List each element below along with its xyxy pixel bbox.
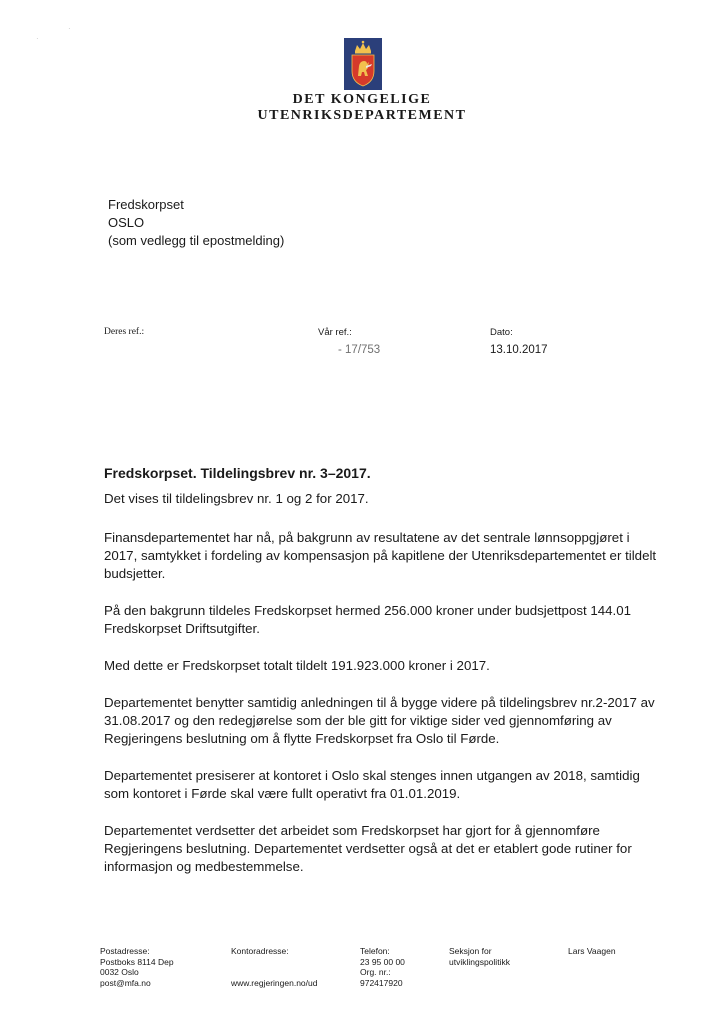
paragraph-3: På den bakgrunn tildeles Fredskorpset hermed 256.000 kroner under budsjettpost 144.01 Fredskorpset Driftsutgifter. [104,603,632,636]
paragraph-6: Departementet presiserer at kontoret i Oslo skal stenges innen utgangen av 2018, samtidig som kontoret i Førde skal være fullt operativt fra 01.01.2019. [104,768,640,801]
footer-seksjon [449,946,510,967]
paragraph-2: Finansdepartementet har nå, på bakgrunn av resultatene av det sentrale lønnsoppgjøret i 2017, samtykket i fordeling av kompensasjon på kapitlene der Utenriksdepartementet er tildelt budsjetter. [104,530,657,581]
footer-saksbehandler: Lars Vaagen [568,946,616,956]
footer-postboks: Postboks 8114 Dep [100,956,174,967]
footer-website: www.regjeringen.no/ud [231,977,318,988]
footer-email: post@mfa.no [100,977,151,988]
royal-crest-logo [344,38,382,90]
footer-postadresse-label: Postadresse: [100,946,150,956]
footer-telefon-number: 23 95 00 00 [360,956,405,967]
letter-subject: Fredskorpset. Tildelingsbrev nr. 3–2017. [104,465,371,481]
dato-value: 13.10.2017 [490,344,548,356]
footer-telefon-label: Telefon: [360,946,390,956]
paragraph-4: Med dette er Fredskorpset totalt tildelt 191.923.000 kroner i 2017. [104,658,490,673]
footer-orgnr-value: 972417920 [360,977,403,988]
footer-postadresse [100,946,174,988]
footer-telefon [360,946,405,988]
footer-orgnr-label: Org. nr.: [360,967,391,977]
dato-label: Dato: [490,327,513,338]
scan-speck: · [68,24,71,33]
footer-seksjon-line1: Seksjon for [449,946,492,956]
footer-seksjon-line2: utviklingspolitikk [449,956,510,967]
footer-kontoradresse [231,946,317,988]
var-ref-label: Vår ref.: [318,327,352,338]
paragraph-7: Departementet verdsetter det arbeidet som Fredskorpset har gjort for å gjennomføre Regjeringens beslutning. Departementet verdsetter også at det er etablert gode rutiner for informasjon og medbestemmelse. [104,823,632,874]
paragraph-5: Departementet benytter samtidig anledningen til å bygge videre på tildelingsbrev nr.2-2017 av 31.08.2017 og den redegjørelse som der ble gitt for viktige sider ved gjennomføring av Regjeringens beslutning om å flytte Fredskorpset fra Oslo til Førde. [104,695,655,746]
footer-kontoradresse-label: Kontoradresse: [231,946,289,956]
recipient-name: Fredskorpset [108,197,184,212]
ministry-name-line2: UTENRIKSDEPARTEMENT [257,108,467,123]
recipient-city: OSLO [108,215,145,230]
ministry-name-line1: DET KONGELIGE [292,92,432,107]
scan-speck: · [36,34,39,43]
paragraph-1: Det vises til tildelingsbrev nr. 1 og 2 for 2017. [104,491,369,506]
var-ref-value: - 17/753 [338,344,381,356]
recipient-note: (som vedlegg til epostmelding) [108,233,285,248]
footer-postnummer: 0032 Oslo [100,967,139,977]
deres-ref-label: Deres ref.: [104,327,145,337]
